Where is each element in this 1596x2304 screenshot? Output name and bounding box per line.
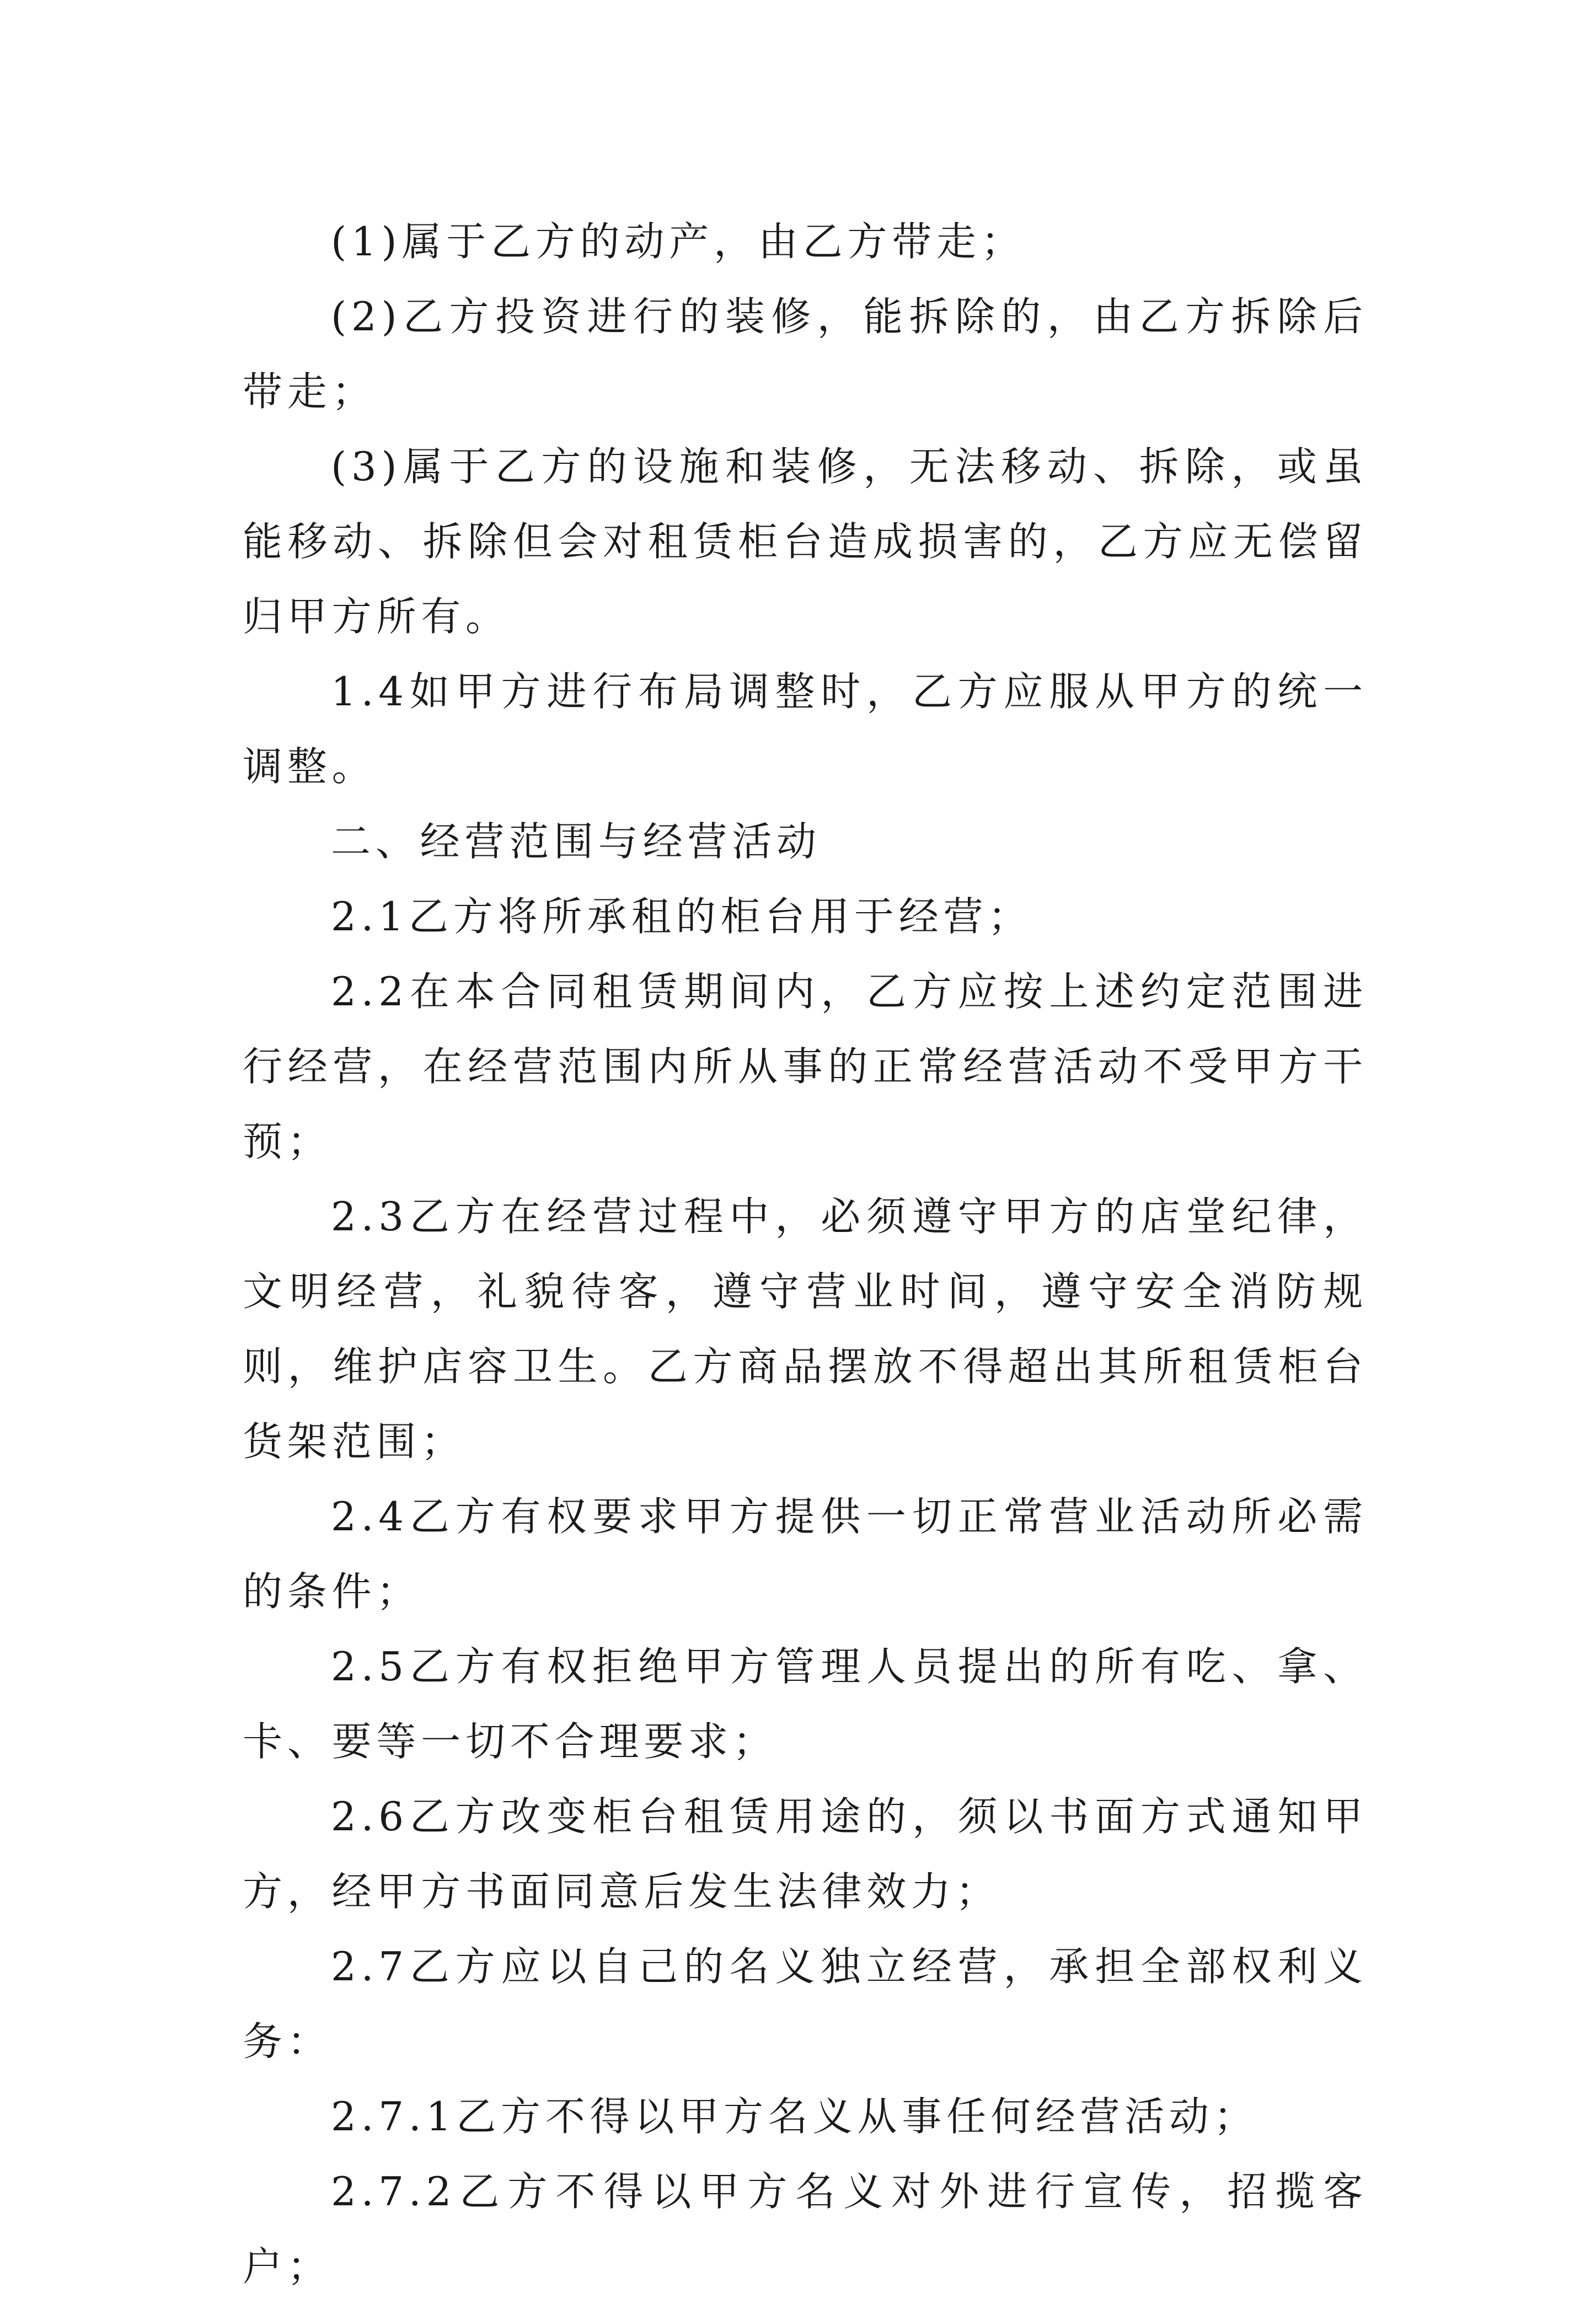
- section-heading: 二、经营范围与经营活动: [331, 818, 821, 865]
- paragraph: 2.4乙方有权要求甲方提供一切正常营业活动所必需的条件；: [243, 1493, 1368, 1615]
- paragraph: 2.6乙方改变柜台租赁用途的，须以书面方式通知甲方，经甲方书面同意后发生法律效力；: [243, 1793, 1368, 1915]
- paragraph: 2.3乙方在经营过程中，必须遵守甲方的店堂纪律，文明经营，礼貌待客，遵守营业时间，遵守安全消防规则，维护店容卫生。乙方商品摆放不得超出其所租赁柜台货架范围；: [243, 1193, 1368, 1465]
- paragraph: (2)乙方投资进行的装修，能拆除的，由乙方拆除后带走；: [243, 293, 1368, 415]
- document-body: [243, 204, 1368, 2304]
- paragraph: (1)属于乙方的动产，由乙方带走；: [331, 218, 1026, 265]
- paragraph: 2.7.1乙方不得以甲方名义从事任何经营活动；: [331, 2093, 1258, 2140]
- paragraph: 1.4如甲方进行布局调整时，乙方应服从甲方的统一调整。: [243, 668, 1368, 790]
- paragraph: 2.5乙方有权拒绝甲方管理人员提出的所有吃、拿、卡、要等一切不合理要求；: [243, 1643, 1368, 1765]
- paragraph: (3)属于乙方的设施和装修，无法移动、拆除，或虽能移动、拆除但会对租赁柜台造成损害的，乙方应无偿留归甲方所有。: [243, 443, 1368, 640]
- paragraph: 2.7乙方应以自己的名义独立经营，承担全部权利义务：: [243, 1943, 1368, 2065]
- paragraph: 2.2在本合同租赁期间内，乙方应按上述约定范围进行经营，在经营范围内所从事的正常经营活动不受甲方干预；: [243, 968, 1368, 1165]
- paragraph: 2.7.2乙方不得以甲方名义对外进行宣传，招揽客户；: [243, 2168, 1368, 2290]
- paragraph: 2.1乙方将所承租的柜台用于经营；: [331, 893, 1033, 940]
